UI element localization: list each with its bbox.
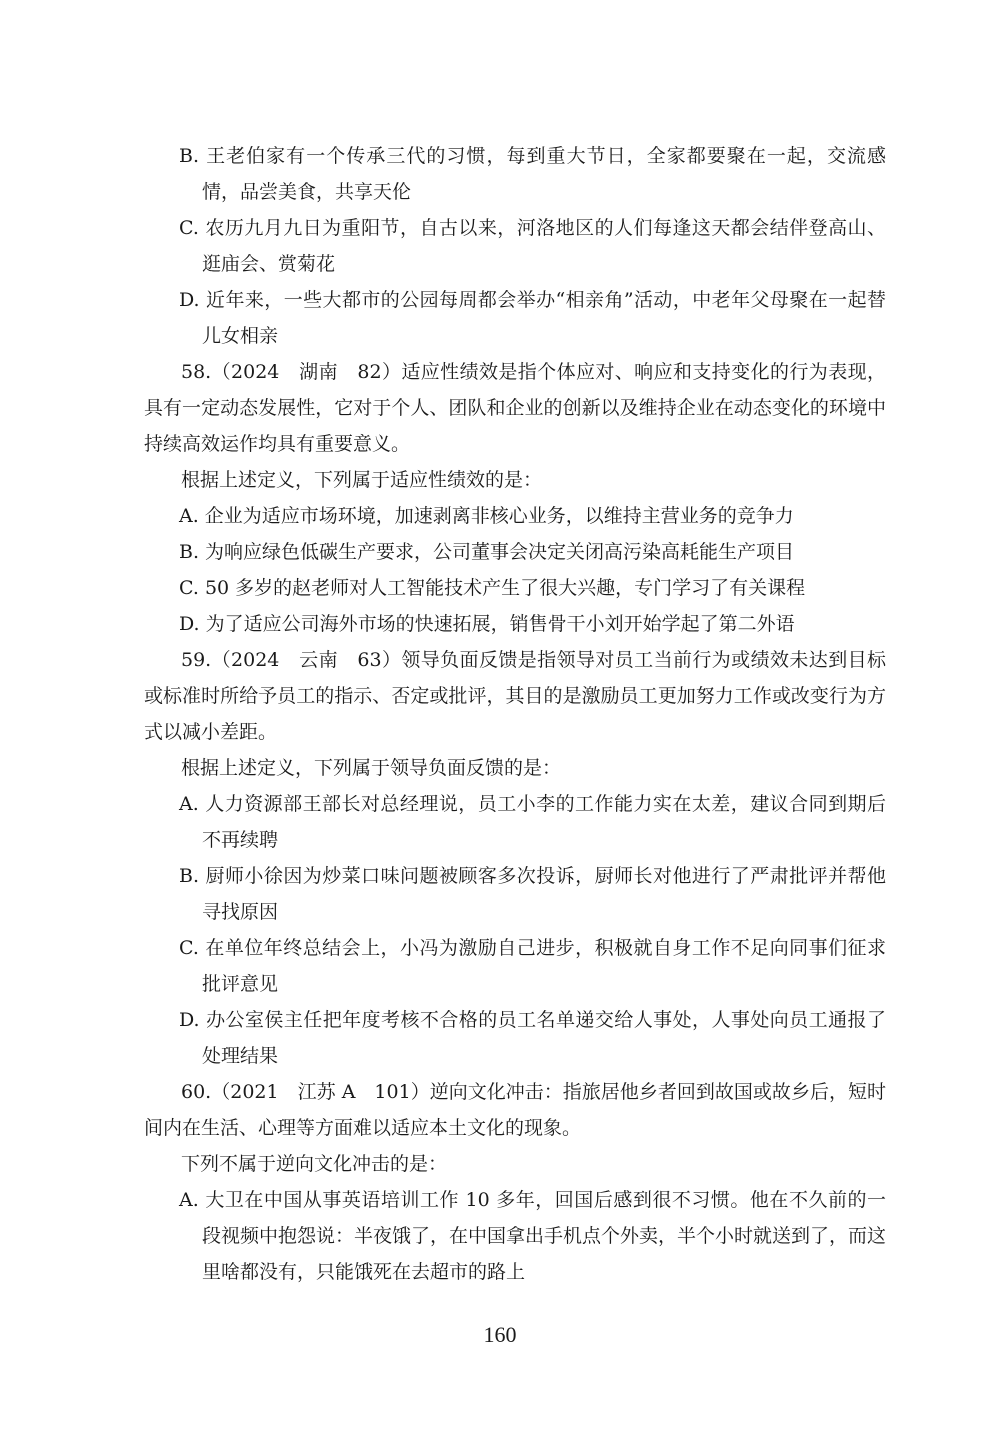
- q59-option-b: B. 厨师小徐因为炒菜口味问题被顾客多次投诉，厨师长对他进行了严肃批评并帮他寻找原因: [179, 865, 886, 923]
- q58-option-d: D. 为了适应公司海外市场的快速拓展，销售骨干小刘开始学起了第二外语: [179, 613, 795, 635]
- q58-option-a: A. 企业为适应市场环境，加速剥离非核心业务，以维持主营业务的竞争力: [179, 505, 794, 527]
- q58-option-c: C. 50 多岁的赵老师对人工智能技术产生了很大兴趣，专门学习了有关课程: [179, 577, 806, 599]
- q58-stem: 58.（2024 湖南 82）适应性绩效是指个体应对、响应和支持变化的行为表现，具有一定动态发展性，它对于个人、团队和企业的创新以及维持企业在动态变化的环境中持续高效运作均具有重要意义。: [144, 361, 886, 455]
- page-number: 160: [483, 1322, 517, 1347]
- q58-prompt: 根据上述定义，下列属于适应性绩效的是：: [181, 469, 543, 491]
- q60-prompt: 下列不属于逆向文化冲击的是：: [181, 1153, 448, 1175]
- q57-option-c: C. 农历九月九日为重阳节，自古以来，河洛地区的人们每逢这天都会结伴登高山、逛庙会、赏菊花: [179, 217, 886, 275]
- q58-option-b: B. 为响应绿色低碳生产要求，公司董事会决定关闭高污染高耗能生产项目: [179, 541, 795, 563]
- q59-option-d: D. 办公室侯主任把年度考核不合格的员工名单递交给人事处，人事处向员工通报了处理结果: [179, 1009, 886, 1067]
- q59-option-a: A. 人力资源部王部长对总经理说，员工小李的工作能力实在太差，建议合同到期后不再续聘: [179, 793, 886, 851]
- q59-option-c: C. 在单位年终总结会上，小冯为激励自己进步，积极就自身工作不足向同事们征求批评意见: [179, 937, 886, 995]
- q57-option-b: B. 王老伯家有一个传承三代的习惯，每到重大节日，全家都要聚在一起，交流感情，品尝美食，共享天伦: [179, 145, 886, 203]
- page-content: [144, 138, 886, 1290]
- q60-option-a: A. 大卫在中国从事英语培训工作 10 多年，回国后感到很不习惯。他在不久前的一段视频中抱怨说：半夜饿了，在中国拿出手机点个外卖，半个小时就送到了，而这里啥都没有，只能饿死在去超市的路上: [179, 1189, 887, 1283]
- q59-prompt: 根据上述定义，下列属于领导负面反馈的是：: [181, 757, 562, 779]
- q59-stem: 59.（2024 云南 63）领导负面反馈是指领导对员工当前行为或绩效未达到目标或标准时所给予员工的指示、否定或批评，其目的是激励员工更加努力工作或改变行为方式以减小差距。: [144, 649, 886, 743]
- q60-stem: 60.（2021 江苏 A 101）逆向文化冲击：指旅居他乡者回到故国或故乡后，短时间内在生活、心理等方面难以适应本土文化的现象。: [144, 1081, 886, 1139]
- q57-option-d: D. 近年来，一些大都市的公园每周都会举办“相亲角”活动，中老年父母聚在一起替儿女相亲: [179, 289, 886, 347]
